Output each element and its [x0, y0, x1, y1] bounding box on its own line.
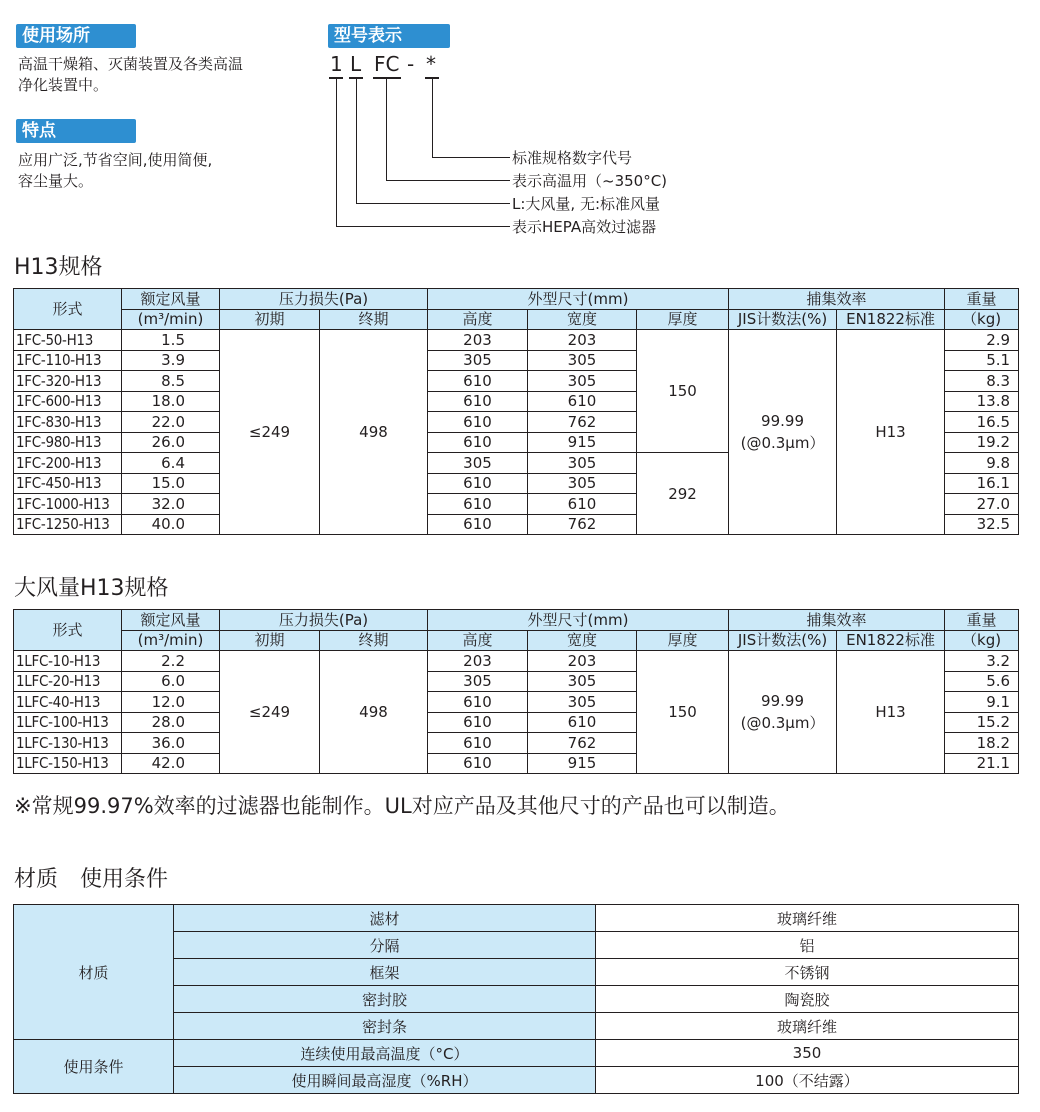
hdr-pressure: 压力损失(Pa) [220, 289, 428, 310]
item-cell: 连续使用最高温度（°C） [174, 1040, 596, 1067]
flow-cell: 18.0 [122, 391, 220, 412]
height-cell: 610 [428, 391, 528, 412]
depth-cell: 150 [637, 651, 729, 774]
features-text-line1: 应用广泛,节省空间,使用简便, [18, 151, 213, 169]
features-tag: 特点 [16, 119, 136, 143]
width-cell: 305 [528, 350, 637, 371]
flow-cell: 3.9 [122, 350, 220, 371]
leader-1-v [336, 79, 337, 227]
hdr-efficiency: 捕集效率 [729, 289, 945, 310]
hdr-height: 高度 [428, 309, 528, 330]
width-cell: 305 [528, 473, 637, 494]
weight-cell: 16.5 [945, 412, 1019, 433]
hdr-pressure: 压力损失(Pa) [220, 610, 428, 631]
item-cell: 密封条 [174, 1013, 596, 1040]
table1 [13, 288, 1019, 535]
en-cell: H13 [837, 651, 945, 774]
table-row [14, 1040, 1019, 1067]
hdr-weight-unit: （kg) [945, 630, 1019, 651]
width-cell: 610 [528, 494, 637, 515]
width-cell: 915 [528, 432, 637, 453]
model-desc-star: 标准规格数字代号 [512, 149, 633, 167]
hdr-depth: 厚度 [637, 630, 729, 651]
flow-cell: 40.0 [122, 514, 220, 535]
height-cell: 610 [428, 753, 528, 774]
value-cell: 100（不结露） [596, 1067, 1019, 1094]
final-cell: 498 [320, 651, 428, 774]
height-cell: 610 [428, 712, 528, 733]
model-part-1: 1 [330, 52, 343, 76]
flow-cell: 26.0 [122, 432, 220, 453]
hdr-airflow: 额定风量 [122, 610, 220, 631]
flow-cell: 42.0 [122, 753, 220, 774]
model-cell: 1FC-1000-H13 [14, 494, 122, 515]
model-cell: 1FC-450-H13 [14, 473, 122, 494]
flow-cell: 28.0 [122, 712, 220, 733]
hdr-type: 形式 [14, 610, 122, 651]
flow-cell: 2.2 [122, 651, 220, 672]
features-text-line2: 容尘量大。 [18, 172, 94, 190]
hdr-airflow-unit: (m³/min) [122, 309, 220, 330]
table2-title: 大风量H13规格 [14, 576, 169, 601]
item-cell: 密封胶 [174, 986, 596, 1013]
item-cell: 滤材 [174, 905, 596, 932]
height-cell: 610 [428, 412, 528, 433]
table-row [14, 905, 1019, 932]
height-cell: 610 [428, 733, 528, 754]
weight-cell: 19.2 [945, 432, 1019, 453]
weight-cell: 18.2 [945, 733, 1019, 754]
initial-cell: ≤249 [220, 651, 320, 774]
leader-1-h [336, 226, 510, 227]
height-cell: 610 [428, 514, 528, 535]
jis-condition: (@0.3μm） [740, 714, 825, 732]
model-cell: 1FC-110-H13 [14, 350, 122, 371]
height-cell: 305 [428, 350, 528, 371]
flow-cell: 1.5 [122, 330, 220, 351]
table1-title: H13规格 [14, 255, 103, 280]
height-cell: 203 [428, 651, 528, 672]
width-cell: 762 [528, 733, 637, 754]
item-cell: 分隔 [174, 932, 596, 959]
width-cell: 305 [528, 692, 637, 713]
flow-cell: 8.5 [122, 371, 220, 392]
height-cell: 305 [428, 453, 528, 474]
value-cell: 玻璃纤维 [596, 905, 1019, 932]
usage-text-line2: 净化装置中。 [18, 76, 109, 94]
width-cell: 610 [528, 391, 637, 412]
weight-cell: 16.1 [945, 473, 1019, 494]
leader-fc-v [386, 79, 387, 181]
model-cell: 1LFC-100-H13 [14, 712, 122, 733]
usage-text-line1: 高温干燥箱、灭菌装置及各类高温 [18, 55, 244, 73]
hdr-dims: 外型尺寸(mm) [428, 610, 729, 631]
height-cell: 610 [428, 473, 528, 494]
model-desc-l: L:大风量, 无:标准风量 [512, 195, 661, 213]
width-cell: 762 [528, 412, 637, 433]
width-cell: 762 [528, 514, 637, 535]
hdr-width: 宽度 [528, 630, 637, 651]
model-cell: 1LFC-150-H13 [14, 753, 122, 774]
model-part-l: L [350, 52, 362, 76]
weight-cell: 2.9 [945, 330, 1019, 351]
hdr-width: 宽度 [528, 309, 637, 330]
height-cell: 610 [428, 494, 528, 515]
table2 [13, 609, 1019, 774]
height-cell: 203 [428, 330, 528, 351]
features-text [18, 150, 212, 192]
model-part-fc: FC [374, 52, 400, 76]
flow-cell: 12.0 [122, 692, 220, 713]
leader-l-h [356, 203, 510, 204]
jis-cell [729, 330, 837, 535]
weight-cell: 27.0 [945, 494, 1019, 515]
weight-cell: 5.1 [945, 350, 1019, 371]
width-cell: 610 [528, 712, 637, 733]
hdr-airflow: 额定风量 [122, 289, 220, 310]
value-cell: 铝 [596, 932, 1019, 959]
flow-cell: 22.0 [122, 412, 220, 433]
width-cell: 203 [528, 330, 637, 351]
leader-star-h [432, 157, 510, 158]
hdr-weight: 重量 [945, 289, 1019, 310]
item-cell: 使用瞬间最高湿度（%RH） [174, 1067, 596, 1094]
height-cell: 610 [428, 692, 528, 713]
height-cell: 305 [428, 671, 528, 692]
leader-star-v [432, 79, 433, 158]
materials-table [13, 904, 1019, 1094]
model-part-star: * [426, 52, 436, 76]
group-conditions: 使用条件 [14, 1040, 174, 1094]
flow-cell: 32.0 [122, 494, 220, 515]
hdr-en: EN1822标准 [837, 630, 945, 651]
width-cell: 305 [528, 453, 637, 474]
leader-fc-h [386, 180, 510, 181]
weight-cell: 8.3 [945, 371, 1019, 392]
weight-cell: 13.8 [945, 391, 1019, 412]
hdr-weight-unit: （kg) [945, 309, 1019, 330]
hdr-jis: JIS计数法(%) [729, 630, 837, 651]
en-cell: H13 [837, 330, 945, 535]
item-cell: 框架 [174, 959, 596, 986]
model-tag: 型号表示 [328, 24, 450, 48]
materials-title: 材质 使用条件 [14, 867, 169, 892]
hdr-type: 形式 [14, 289, 122, 330]
height-cell: 610 [428, 432, 528, 453]
hdr-airflow-unit: (m³/min) [122, 630, 220, 651]
value-cell: 不锈钢 [596, 959, 1019, 986]
weight-cell: 32.5 [945, 514, 1019, 535]
jis-value: 99.99 [761, 692, 804, 710]
width-cell: 203 [528, 651, 637, 672]
table-row [14, 330, 1019, 351]
value-cell: 陶瓷胶 [596, 986, 1019, 1013]
width-cell: 305 [528, 671, 637, 692]
hdr-jis: JIS计数法(%) [729, 309, 837, 330]
weight-cell: 21.1 [945, 753, 1019, 774]
model-cell: 1FC-1250-H13 [14, 514, 122, 535]
hdr-final: 终期 [320, 309, 428, 330]
jis-cell [729, 651, 837, 774]
usage-text [18, 54, 243, 96]
flow-cell: 6.0 [122, 671, 220, 692]
flow-cell: 15.0 [122, 473, 220, 494]
depth-cell: 150 [637, 330, 729, 453]
weight-cell: 9.8 [945, 453, 1019, 474]
model-cell: 1FC-600-H13 [14, 391, 122, 412]
model-cell: 1LFC-130-H13 [14, 733, 122, 754]
hdr-final: 终期 [320, 630, 428, 651]
weight-cell: 3.2 [945, 651, 1019, 672]
model-desc-fc: 表示高温用（~350°C) [512, 172, 668, 190]
usage-tag: 使用场所 [16, 24, 136, 48]
hdr-efficiency: 捕集效率 [729, 610, 945, 631]
jis-condition: (@0.3μm） [740, 434, 825, 452]
initial-cell: ≤249 [220, 330, 320, 535]
width-cell: 305 [528, 371, 637, 392]
note-text: ※常规99.97%效率的过滤器也能制作。UL对应产品及其他尺寸的产品也可以制造。 [14, 794, 790, 818]
model-cell: 1FC-320-H13 [14, 371, 122, 392]
model-dash: - [407, 52, 415, 76]
hdr-weight: 重量 [945, 610, 1019, 631]
hdr-initial: 初期 [220, 309, 320, 330]
value-cell: 玻璃纤维 [596, 1013, 1019, 1040]
hdr-initial: 初期 [220, 630, 320, 651]
width-cell: 915 [528, 753, 637, 774]
value-cell: 350 [596, 1040, 1019, 1067]
hdr-height: 高度 [428, 630, 528, 651]
model-cell: 1LFC-40-H13 [14, 692, 122, 713]
model-cell: 1LFC-10-H13 [14, 651, 122, 672]
model-cell: 1FC-980-H13 [14, 432, 122, 453]
hdr-depth: 厚度 [637, 309, 729, 330]
hdr-dims: 外型尺寸(mm) [428, 289, 729, 310]
leader-l-v [356, 79, 357, 204]
model-cell: 1FC-200-H13 [14, 453, 122, 474]
model-cell: 1LFC-20-H13 [14, 671, 122, 692]
height-cell: 610 [428, 371, 528, 392]
table-row [14, 651, 1019, 672]
jis-value: 99.99 [761, 412, 804, 430]
flow-cell: 6.4 [122, 453, 220, 474]
weight-cell: 5.6 [945, 671, 1019, 692]
model-cell: 1FC-50-H13 [14, 330, 122, 351]
underline-fc [373, 77, 401, 79]
weight-cell: 15.2 [945, 712, 1019, 733]
model-cell: 1FC-830-H13 [14, 412, 122, 433]
flow-cell: 36.0 [122, 733, 220, 754]
group-material: 材质 [14, 905, 174, 1040]
final-cell: 498 [320, 330, 428, 535]
depth-cell: 292 [637, 453, 729, 535]
hdr-en: EN1822标准 [837, 309, 945, 330]
model-desc-1: 表示HEPA高效过滤器 [512, 218, 657, 236]
weight-cell: 9.1 [945, 692, 1019, 713]
